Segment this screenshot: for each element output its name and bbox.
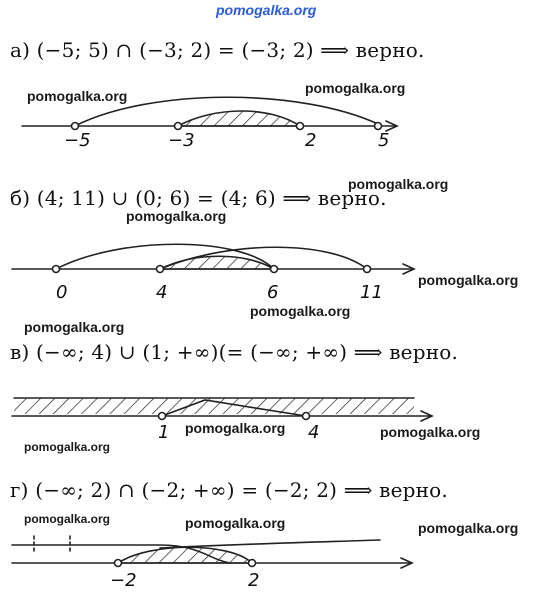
tick-b-1: 0 (56, 282, 68, 303)
tick-b-4: 11 (360, 282, 383, 303)
problem-g-statement: г) (−∞; 2) ∩ (−2; +∞) = (−2; 2) ⟹ верно. (10, 478, 448, 502)
tick-b-3: 6 (267, 282, 279, 303)
tick-a-4: 5 (378, 130, 390, 151)
problem-b-statement: б) (4; 11) ∪ (0; 6) = (4; 6) ⟹ верно. (10, 186, 387, 210)
number-line-g (12, 536, 412, 568)
number-line-b (12, 244, 414, 274)
number-line-v (12, 398, 432, 421)
tick-g-2: 2 (248, 570, 260, 591)
tick-v-2: 4 (308, 422, 320, 443)
watermark-v-3: pomogalka.org (24, 440, 111, 454)
watermark-a-left: pomogalka.org (27, 88, 128, 104)
watermark-g-2: pomogalka.org (185, 515, 286, 531)
watermark-v-2: pomogalka.org (380, 424, 481, 440)
watermark-b-3: pomogalka.org (418, 272, 519, 288)
tick-a-1: −5 (64, 130, 91, 151)
number-line-a (22, 97, 397, 131)
watermark-b-1: pomogalka.org (348, 176, 449, 192)
watermark-a-right: pomogalka.org (305, 80, 406, 96)
tick-a-2: −3 (168, 130, 195, 151)
watermark-b-2: pomogalka.org (126, 208, 227, 224)
tick-v-1: 1 (158, 422, 170, 443)
tick-g-1: −2 (110, 570, 137, 591)
watermark-v-1: pomogalka.org (185, 420, 286, 436)
watermark-g-1: pomogalka.org (24, 512, 111, 526)
tick-a-3: 2 (305, 130, 317, 151)
watermark-b-5: pomogalka.org (250, 303, 351, 319)
site-watermark-header: pomogalka.org (216, 2, 317, 18)
watermark-g-3: pomogalka.org (418, 520, 519, 536)
watermark-b-4: pomogalka.org (24, 319, 125, 335)
problem-v-statement: в) (−∞; 4) ∪ (1; +∞)(= (−∞; +∞) ⟹ верно. (10, 340, 459, 364)
tick-b-2: 4 (156, 282, 168, 303)
problem-a-statement: а) (−5; 5) ∩ (−3; 2) = (−3; 2) ⟹ верно. (10, 38, 425, 62)
